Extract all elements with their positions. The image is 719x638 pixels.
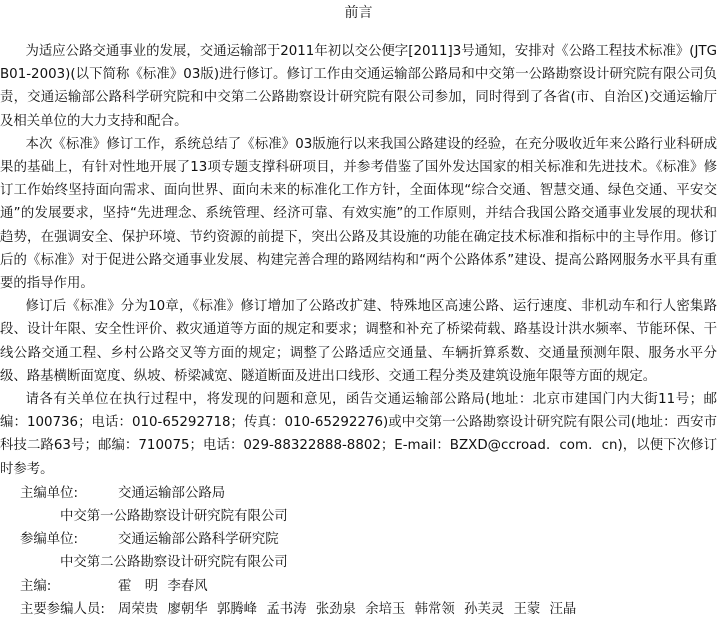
main-participants-label: 主要参编人员: xyxy=(20,601,105,617)
main-participants-row xyxy=(0,598,717,621)
participating-unit-row-2 xyxy=(0,551,717,574)
participating-units-label: 参编单位: xyxy=(20,532,79,548)
participant-name: 孙芙灵 xyxy=(464,601,505,617)
paragraph-1: 为适应公路交通事业的发展，交通运输部于2011年初以交公便字[2011]3号通知，安排对《公路工程技术标准》(JTG B01-2003)(以下简称《标准》03版)进行修订。修订工作由交通运输部公路局和中交第一公路勘察设计研究院有限公司负责，交通运输部公路科学研究院和中交第二公路勘察设计研究院有限公司参加，同时得到了各省(市、自治区)交通运输厅及相关单位的大力支持和配合。 xyxy=(0,44,717,129)
chief-unit-row-2 xyxy=(0,505,717,528)
participating-unit-1: 交通运输部公路科学研究院 xyxy=(118,532,279,548)
participating-unit-row xyxy=(0,528,717,551)
chief-editor-name: 霍 明 xyxy=(118,578,159,594)
participant-name: 韩常领 xyxy=(414,601,455,617)
chief-editor-name: 李春风 xyxy=(167,578,208,594)
paragraph-4: 请各有关单位在执行过程中，将发现的问题和意见，函告交通运输部公路局(地址：北京市建国门内大街11号；邮编：100736；电话：010-65292718；传真：010-65292276)或中交第一公路勘察设计研究院有限公司(地址：西安市科技二路63号；邮编：710075；电话：029-88322888-8802；E-mail：BZXD@ccroad．com．cn)，以便下次修订时参考。 xyxy=(0,392,717,477)
chief-unit-row xyxy=(0,482,717,505)
participant-name: 张劲泉 xyxy=(315,601,356,617)
participant-name: 孟书涛 xyxy=(266,601,307,617)
chief-unit-1: 交通运输部公路局 xyxy=(118,485,226,501)
participating-unit-2: 中交第二公路勘察设计研究院有限公司 xyxy=(60,555,288,571)
participant-name: 周荣贵 xyxy=(118,601,159,617)
page-title: 前言 xyxy=(344,5,373,21)
chief-editors-label: 主编: xyxy=(20,578,52,594)
participant-name: 郭腾峰 xyxy=(216,601,258,617)
chief-editors-row xyxy=(0,575,717,598)
paragraph-3: 修订后《标准》分为10章，《标准》修订增加了公路改扩建、特殊地区高速公路、运行速度、非机动车和行人密集路段、设计年限、安全性评价、救灾通道等方面的规定和要求；调整和补充了桥梁荷载、路基设计洪水频率、节能环保、干线公路交通工程、乡村公路交叉等方面的规定；调整了公路适应交通量、车辆折算系数、交通量预测年限、服务水平分级、路基横断面宽度、纵坡、桥梁减宽、隧道断面及进出口线形、交通工程分类及建筑设施年限等方面的规定。 xyxy=(0,299,717,384)
chief-unit-2: 中交第一公路勘察设计研究院有限公司 xyxy=(60,509,288,525)
chief-units-label: 主编单位: xyxy=(20,485,79,501)
participant-name: 王蒙 xyxy=(513,601,541,617)
paragraph-2: 本次《标准》修订工作，系统总结了《标准》03版施行以来我国公路建设的经验，在充分吸收近年来公路行业科研成果的基础上，有针对性地开展了13项专题支撑科研项目，并参考借鉴了国外发达国家的相关标准和先进技术。《标准》修订工作始终坚持面向需求、面向世界、面向未来的标准化工作方针，全面体现“综合交通、智慧交通、绿色交通、平安交通”的发展要求，坚持“先进理念、系统管理、经济可靠、有效实施”的工作原则，并结合我国公路交通事业发展的现状和趋势，在强调安全、保护环境、节约资源的前提下，突出公路及其设施的功能在确定技术标准和指标中的主导作用。修订后的《标准》对于促进公路交通事业发展、构建完善合理的路网结构和“两个公路体系”建设、提高公路网服务水平具有重要的指导作用。 xyxy=(0,136,717,292)
participant-name: 廖朝华 xyxy=(167,601,208,617)
participant-name: 余培玉 xyxy=(365,601,406,617)
main-participants-list xyxy=(118,598,581,621)
chief-editors-list xyxy=(118,575,213,598)
participant-name: 汪晶 xyxy=(549,601,577,617)
credits-block xyxy=(0,482,717,621)
